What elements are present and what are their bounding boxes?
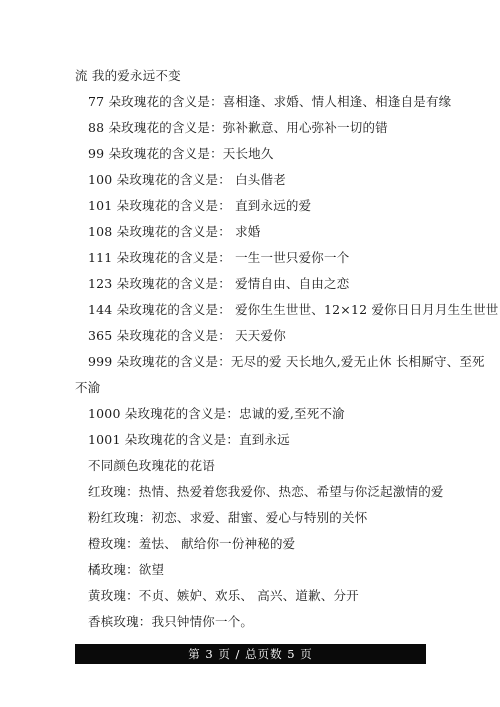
text-line: 流 我的爱永远不变	[75, 68, 181, 83]
text-line: 1000 朵玫瑰花的含义是：忠诚的爱,至死不渝	[88, 406, 345, 421]
text-line: 999 朵玫瑰花的含义是：无尽的爱 天长地久,爱无止休 长相厮守、至死	[88, 354, 485, 369]
text-line: 101 朵玫瑰花的含义是： 直到永远的爱	[88, 198, 312, 213]
text-line: 108 朵玫瑰花的含义是： 求婚	[88, 224, 261, 239]
text-line: 88 朵玫瑰花的含义是：弥补歉意、用心弥补一切的错	[88, 120, 388, 135]
text-line: 不渝	[75, 380, 101, 395]
text-line: 111 朵玫瑰花的含义是： 一生一世只爱你一个	[88, 250, 350, 265]
page-number-label: 第 3 页 / 总页数 5 页	[188, 647, 313, 661]
text-line: 粉红玫瑰：初恋、求爱、甜蜜、爱心与特别的关怀	[88, 510, 368, 525]
text-line: 香槟玫瑰：我只钟情你一个。	[88, 614, 254, 629]
text-line: 橙玫瑰：羞怯、 献给你一份神秘的爱	[88, 536, 296, 551]
text-line: 黄玫瑰：不贞、嫉妒、欢乐、 高兴、道歉、分开	[88, 588, 359, 603]
text-line: 1001 朵玫瑰花的含义是：直到永远	[88, 432, 290, 447]
text-line: 99 朵玫瑰花的含义是：天长地久	[88, 146, 274, 161]
section-heading: 不同颜色玫瑰花的花语	[88, 458, 216, 473]
text-line: 365 朵玫瑰花的含义是： 天天爱你	[88, 328, 286, 343]
text-line: 红玫瑰：热情、热爱着您我爱你、热恋、希望与你泛起激情的爱	[88, 484, 444, 499]
text-line: 100 朵玫瑰花的含义是： 白头偕老	[88, 172, 286, 187]
text-line: 橘玫瑰：欲望	[88, 562, 165, 577]
text-line: 123 朵玫瑰花的含义是： 爱情自由、自由之恋	[88, 276, 350, 291]
text-line: 144 朵玫瑰花的含义是： 爱你生生世世、12×12 爱你日日月月生生世世	[88, 302, 499, 317]
page-footer	[75, 644, 426, 664]
text-line: 77 朵玫瑰花的含义是：喜相逢、求婚、情人相逢、相逢自是有缘	[88, 94, 452, 109]
